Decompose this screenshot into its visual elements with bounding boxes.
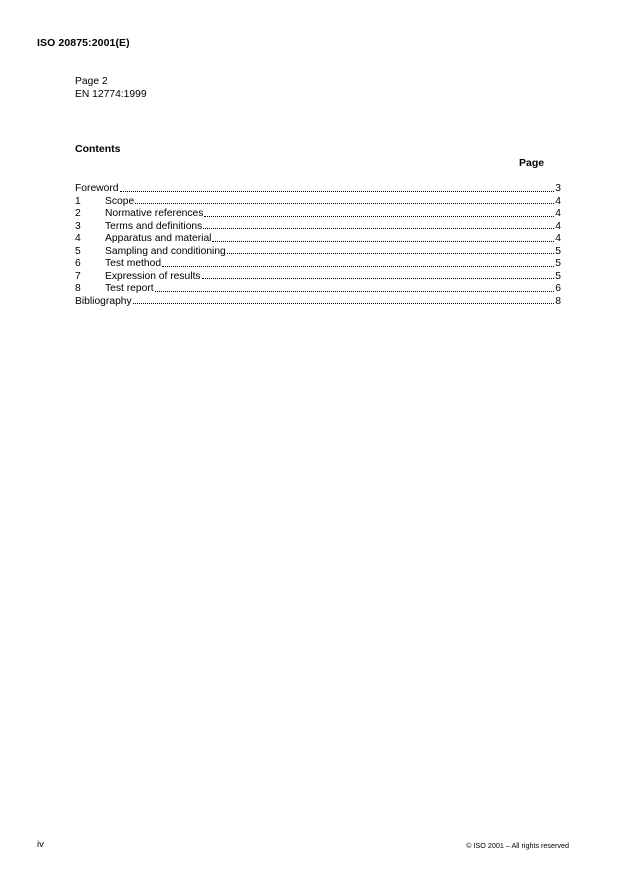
toc-entry-title: Test report <box>105 283 154 294</box>
toc-entry-title: Test method <box>105 258 162 269</box>
toc-entry-number: 7 <box>75 270 81 282</box>
toc-entry-number: 3 <box>75 220 81 232</box>
toc-entry-page: 4 <box>555 220 561 232</box>
toc-leader-dots <box>212 240 554 242</box>
toc-leader-dots <box>203 227 554 229</box>
toc-entry-number: 1 <box>75 195 81 207</box>
toc-leader-dots <box>202 277 555 279</box>
toc-entry-number: 5 <box>75 245 81 257</box>
toc-entry-title: Terms and definitions <box>105 220 203 232</box>
document-id-header: ISO 20875:2001(E) <box>37 37 130 49</box>
table-of-contents <box>75 183 561 308</box>
page-column-heading: Page <box>519 157 545 169</box>
toc-entry-sampling-and-conditioning[interactable] <box>75 246 561 259</box>
page-reference-standard: EN 12774:1999 <box>75 88 147 100</box>
toc-entry-page: 6 <box>555 283 561 294</box>
toc-entry-test-report[interactable] <box>75 283 561 296</box>
toc-entry-page: 4 <box>555 195 561 207</box>
toc-entry-scope[interactable] <box>75 196 561 209</box>
toc-leader-dots <box>155 290 555 292</box>
toc-entry-test-method[interactable] <box>75 258 561 271</box>
toc-entry-title: Normative references <box>105 208 204 219</box>
toc-entry-page: 4 <box>555 208 561 219</box>
footer-copyright: © ISO 2001 – All rights reserved <box>466 841 569 850</box>
contents-title: Contents <box>75 143 121 155</box>
toc-leader-dots <box>204 215 554 217</box>
toc-entry-number: 8 <box>75 283 81 294</box>
toc-entry-page: 5 <box>555 245 561 257</box>
page-reference-page: Page 2 <box>75 76 108 87</box>
toc-entry-title: Sampling and conditioning <box>105 245 226 257</box>
toc-leader-dots <box>120 190 555 192</box>
toc-entry-page: 5 <box>555 258 561 269</box>
toc-leader-dots <box>133 302 555 304</box>
toc-entry-title: Foreword <box>75 183 119 194</box>
toc-entry-number: 2 <box>75 208 81 219</box>
toc-entry-number: 6 <box>75 258 81 269</box>
toc-entry-bibliography[interactable] <box>75 296 561 309</box>
toc-entry-number: 4 <box>75 233 81 244</box>
toc-entry-apparatus-and-material[interactable] <box>75 233 561 246</box>
footer-page-number: iv <box>37 839 44 850</box>
toc-entry-page: 3 <box>555 183 561 194</box>
toc-entry-title: Expression of results <box>105 270 201 282</box>
toc-entry-title: Apparatus and material <box>105 233 212 244</box>
toc-entry-title: Bibliography <box>75 295 132 307</box>
toc-entry-title: Scope <box>105 195 135 207</box>
toc-leader-dots <box>227 252 554 254</box>
toc-entry-page: 5 <box>555 270 561 282</box>
toc-entry-page: 4 <box>555 233 561 244</box>
toc-entry-page: 8 <box>555 295 561 307</box>
toc-leader-dots <box>162 265 554 267</box>
toc-leader-dots <box>135 202 554 204</box>
toc-entry-foreword[interactable] <box>75 183 561 196</box>
toc-entry-normative-references[interactable] <box>75 208 561 221</box>
toc-entry-expression-of-results[interactable] <box>75 271 561 284</box>
toc-entry-terms-and-definitions[interactable] <box>75 221 561 234</box>
page-reference <box>75 76 147 101</box>
